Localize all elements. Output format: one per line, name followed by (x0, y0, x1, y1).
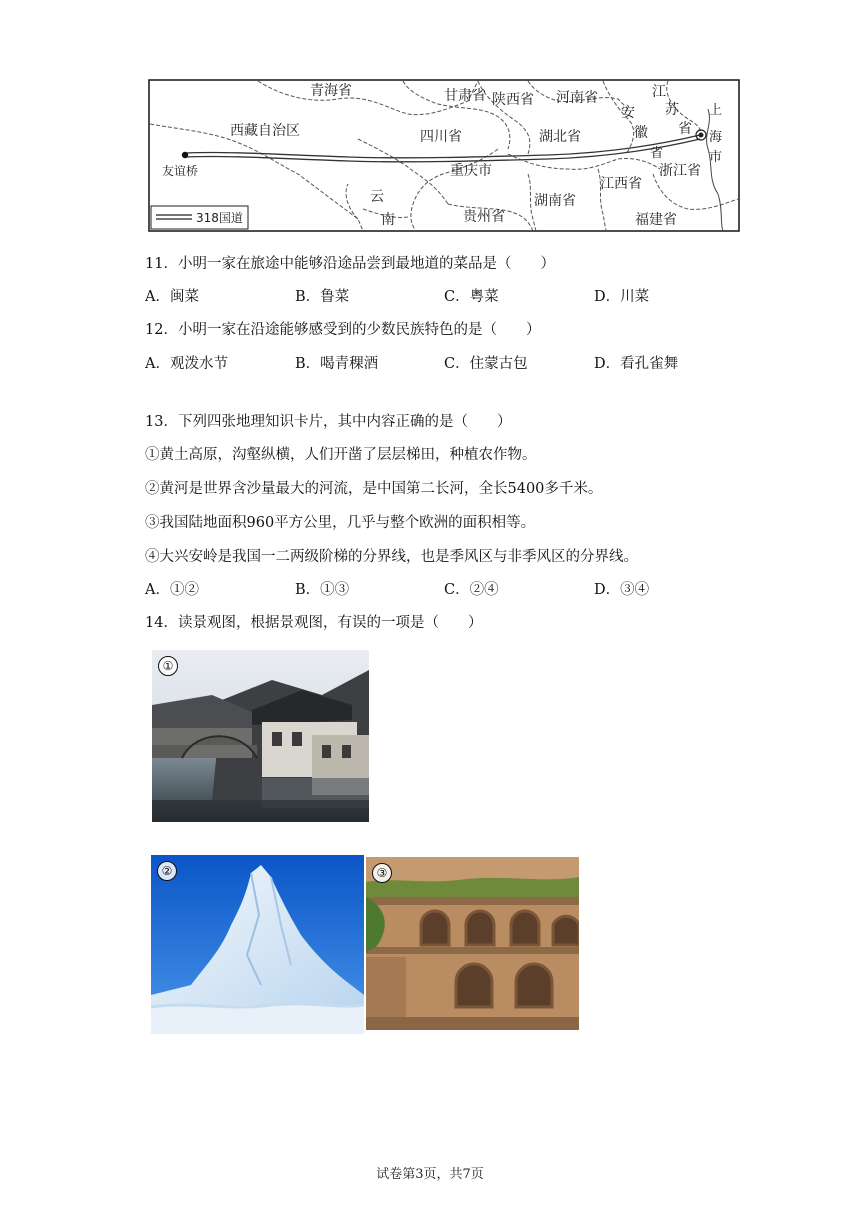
map-svg (148, 79, 740, 232)
photo-ice-pinnacle (151, 855, 364, 1034)
q13-card-1: ①黄土高原，沟壑纵横，人们开凿了层层梯田，种植农作物。 (145, 447, 537, 463)
q11-option-b[interactable]: B．鲁菜 (295, 289, 350, 305)
photo-3-badge: ③ (372, 863, 392, 883)
label-anhui-1: 安 (621, 105, 635, 121)
label-yunnan-1: 云 (370, 189, 384, 205)
q13-option-b[interactable]: B．①③ (295, 582, 350, 598)
q12-option-d[interactable]: D．看孔雀舞 (594, 356, 679, 372)
label-anhui-2: 徽 (634, 125, 648, 141)
label-chongqing: 重庆市 (450, 163, 492, 179)
page-footer: 试卷第3页，共7页 (376, 1167, 484, 1182)
label-hunan: 湖南省 (534, 193, 576, 209)
label-jiangsu-2: 苏 (665, 102, 679, 118)
q13-card-2: ②黄河是世界含沙量最大的河流，是中国第二长河，全长5400多千米。 (145, 481, 603, 497)
label-fujian: 福建省 (635, 212, 677, 228)
label-shanghai-1: 上 (709, 103, 723, 118)
photo-cave-dwellings (366, 857, 579, 1030)
label-youyiqiao: 友谊桥 (162, 164, 199, 178)
label-henan: 河南省 (556, 90, 598, 106)
q12-option-a[interactable]: A．观泼水节 (145, 356, 228, 372)
route-318-map (148, 79, 740, 232)
question-12-stem: 12．小明一家在沿途能够感受到的少数民族特色的是（ ） (145, 322, 541, 338)
label-jiangsu-1: 江 (652, 84, 666, 100)
question-11-stem: 11．小明一家在旅途中能够沿途品尝到最地道的菜品是（ ） (145, 256, 555, 272)
label-sheng-small: 省 (650, 146, 664, 161)
label-jiangsu-3: 省 (678, 121, 692, 137)
label-yunnan-2: 南 (381, 212, 395, 228)
photo-2-badge: ② (157, 861, 177, 881)
label-zhejiang: 浙江省 (659, 163, 701, 179)
label-guizhou: 贵州省 (463, 209, 505, 225)
q13-option-c[interactable]: C．②④ (444, 582, 499, 598)
q13-option-d[interactable]: D．③④ (594, 582, 650, 598)
label-qinghai: 青海省 (310, 83, 352, 99)
q13-option-a[interactable]: A．①② (145, 582, 199, 598)
question-13-stem: 13．下列四张地理知识卡片，其中内容正确的是（ ） (145, 414, 512, 430)
q13-card-3: ③我国陆地面积960平方公里，几乎与整个欧洲的面积相等。 (145, 515, 536, 531)
q12-option-c[interactable]: C．住蒙古包 (444, 356, 528, 372)
photo-water-town (152, 650, 369, 822)
label-shaanxi: 陕西省 (492, 92, 534, 108)
question-14-stem: 14．读景观图，根据景观图，有误的一项是（ ） (145, 615, 483, 631)
q11-option-a[interactable]: A．闽菜 (145, 289, 199, 305)
label-shanghai-3: 市 (709, 150, 723, 165)
label-sichuan: 四川省 (420, 129, 462, 145)
q12-option-b[interactable]: B．喝青稞酒 (295, 356, 379, 372)
legend-318: 318国道 (196, 211, 243, 225)
q13-card-4: ④大兴安岭是我国一二两级阶梯的分界线，也是季风区与非季风区的分界线。 (145, 549, 638, 565)
label-hubei: 湖北省 (539, 129, 581, 145)
q11-option-d[interactable]: D．川菜 (594, 289, 650, 305)
label-shanghai-2: 海 (709, 130, 723, 145)
photo-1-badge: ① (158, 656, 178, 676)
q11-option-c[interactable]: C．粤菜 (444, 289, 499, 305)
label-jiangxi: 江西省 (600, 176, 642, 192)
label-gansu: 甘肃省 (444, 88, 486, 104)
label-xizang: 西藏自治区 (230, 123, 300, 139)
